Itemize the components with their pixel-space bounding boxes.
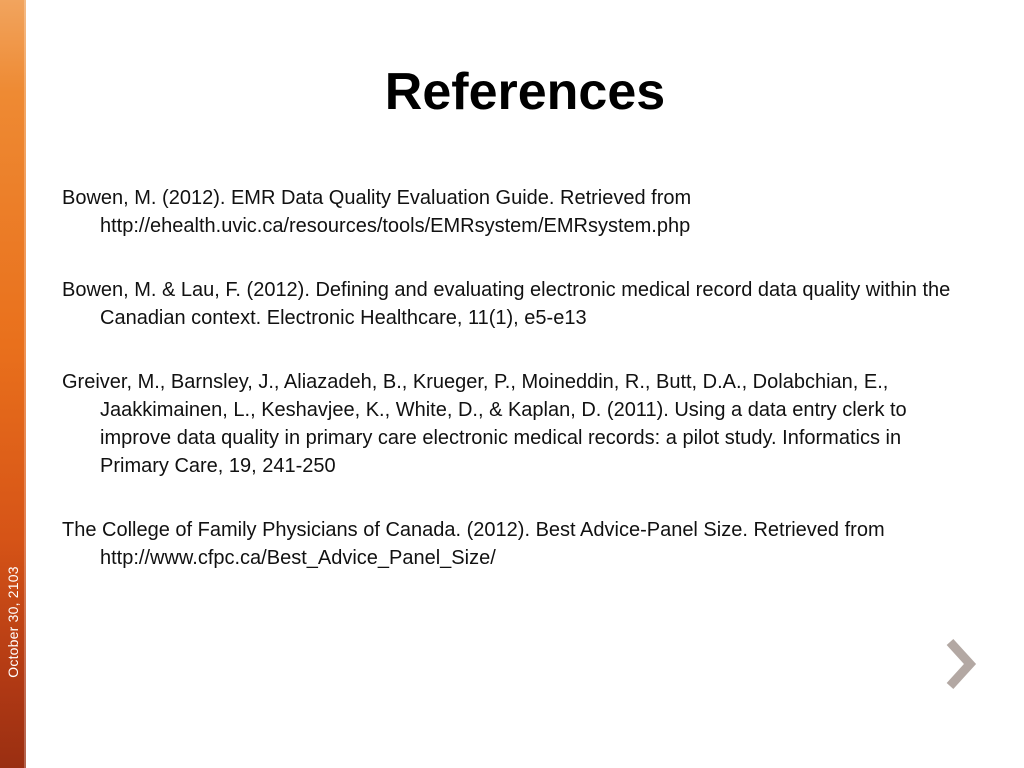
slide-title: References <box>384 63 666 121</box>
reference-item: Greiver, M., Barnsley, J., Aliazadeh, B., Krueger, P., Moineddin, R., Butt, D.A., Dolabchian, E., Jaakkimainen, L., Keshavjee, K., White, D., & Kaplan, D. (2011). Using a data entry clerk to improve data quality in primary care electronic medical records: a pilot study. Informatics in Primary Care, 19, 241-250 <box>62 371 907 477</box>
chevron-right-icon <box>942 638 978 690</box>
reference-item: Bowen, M. (2012). EMR Data Quality Evaluation Guide. Retrieved from http://ehealth.uvic.ca/resources/tools/EMRsystem/EMRsystem.php <box>62 187 692 237</box>
slide-date: October 30, 2103 <box>5 566 21 678</box>
next-slide-button[interactable] <box>942 638 978 690</box>
reference-item: Bowen, M. & Lau, F. (2012). Defining and evaluating electronic medical record data quality within the Canadian context. Electronic Healthcare, 11(1), e5-e13 <box>62 279 951 329</box>
reference-item: The College of Family Physicians of Canada. (2012). Best Advice-Panel Size. Retrieved from http://www.cfpc.ca/Best_Advice_Panel_Size/ <box>62 519 885 569</box>
sidebar-accent <box>0 0 26 768</box>
reference-list <box>62 184 962 608</box>
